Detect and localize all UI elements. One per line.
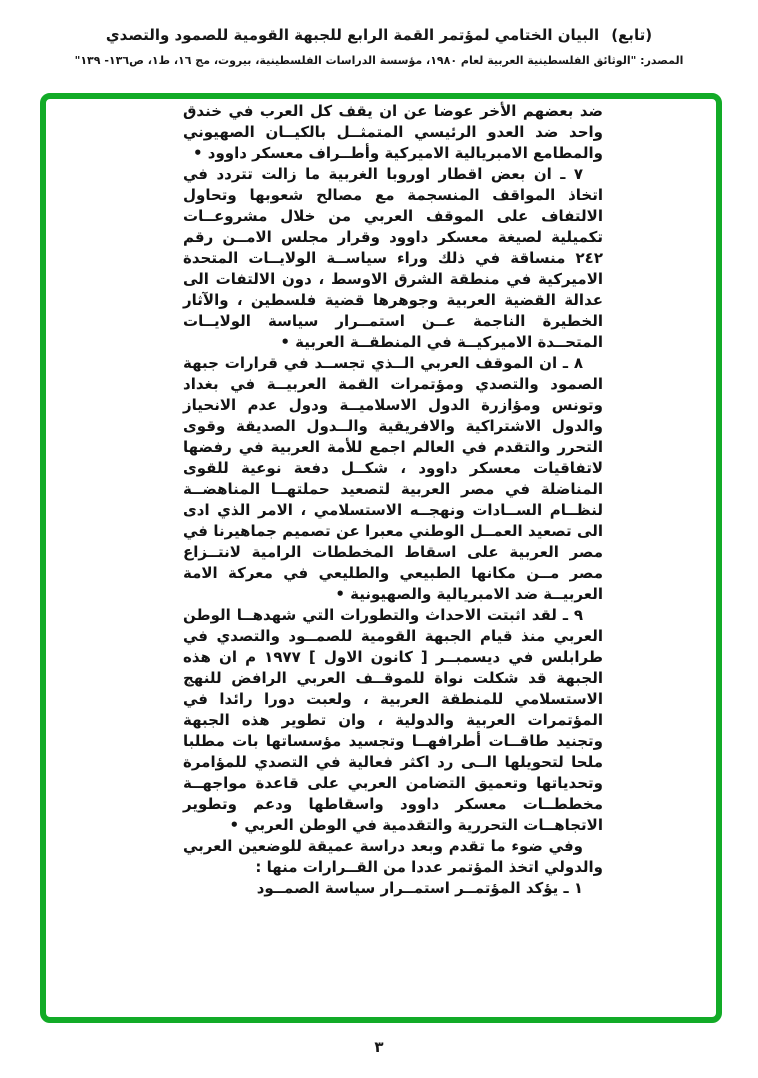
continuation-tag: (تابع) bbox=[611, 26, 653, 44]
document-header bbox=[0, 26, 758, 67]
page-title: البيان الختامي لمؤتمر القمة الرابع للجبهة القومية للصمود والتصدي bbox=[105, 26, 600, 44]
body-paragraph-item-9: ٩ ـ لقد اثبتت الاحداث والتطورات التي شهدهــا الوطن العربي منذ قيام الجبهة القومية للصمــود والتصدي في طرابلس في ديسمبــر [ كانون الاول ] ١٩٧٧ م ان هذه الجبهة قد شكلت نواة للموقــف العربي الرافض للنهج الاستسلامي للمنطقة العربية ، ولعبت دورا رائدا في المؤتمرات العربية والدولية ، وان تطوير هذه الجبهة وتجنيد طاقــات أطرافهــا وتجسيد مؤسساتها بات مطلبا ملحا لتحويلها الــى رد اكثر فعالية في التصدي للمؤامرة وتحدياتها وتعميق التضامن العربي على قاعدة مواجهــة مخططــات معسكر داوود واسقاطها ودعم وتطوير الاتجاهــات التحررية والتقدمية في الوطن العربي • bbox=[183, 606, 603, 834]
source-citation: المصدر: "الوثائق الفلسطينية العربية لعام ١٩٨٠، مؤسسة الدراسات الفلسطينية، بيروت، مج ١٦، ط١، ص١٣٦- ١٣٩" bbox=[74, 54, 684, 67]
body-paragraph-continuation: ضد بعضهم الأخر عوضا عن ان يقف كل العرب في خندق واحد ضد العدو الرئيسي المتمثــل بالكيــان الصهيوني والمطامع الامبريالية الاميركية وأطــراف معسكر داوود • bbox=[183, 102, 603, 162]
page-number: ٣ bbox=[374, 1038, 384, 1056]
body-paragraph-decisions-intro: وفي ضوء ما تقدم وبعد دراسة عميقة للوضعين العربي والدولي اتخذ المؤتمر عددا من القــرارات منها : bbox=[183, 837, 603, 876]
body-paragraph-item-8: ٨ ـ ان الموقف العربي الــذي تجســد في قرارات جبهة الصمود والتصدي ومؤتمرات القمة العربيــة في بغداد وتونس ومؤازرة الدول الاسلاميــة ودول عدم الانحياز والدول الاشتراكية والافريقية والــدول الصديقة وقوى التحرر والتقدم في العالم اجمع للأمة العربية في رفضها لاتفاقيات معسكر داوود ، شكــل دفعة نوعية للقوى المناضلة في مصر العربية لتصعيد حملتهــا المناهضــة لنظــام الســادات ونهجــه الاستسلامي ، الامر الذي ادى الى تصعيد العمــل الوطني معبرا عن تصميم جماهيرنا في مصر العربية على اسقاط المخططات الرامية لانتــزاع مصر مــن مكانها الطبيعي والطليعي في معركة الامة العربيــة ضد الامبريالية والصهيونية • bbox=[183, 354, 603, 603]
document-title-line bbox=[0, 26, 758, 44]
body-text bbox=[183, 101, 603, 899]
body-paragraph-decision-1: ١ ـ يؤكد المؤتمــر استمــرار سياسة الصمــود bbox=[256, 879, 583, 897]
body-paragraph-item-7: ٧ ـ ان بعض اقطار اوروبا الغربية ما زالت تتردد في اتخاذ المواقف المنسجمة مع مصالح شعوبها وتحاول الالتفاف على الموقف العربي من خلال مشروعــات تكميلية لصيغة معسكر داوود وقرار مجلس الامــن رقم ٢٤٢ منساقة في ذلك وراء سياســة الولايــات المتحدة الاميركية في منطقة الشرق الاوسط ، دون الالتفات الى عدالة القضية العربية وجوهرها قضية فلسطين ، والآثار الخطيرة الناجمة عــن استمــرار سياسة الولايــات المتحــدة الاميركيــة في المنطقــة العربية • bbox=[183, 165, 603, 351]
